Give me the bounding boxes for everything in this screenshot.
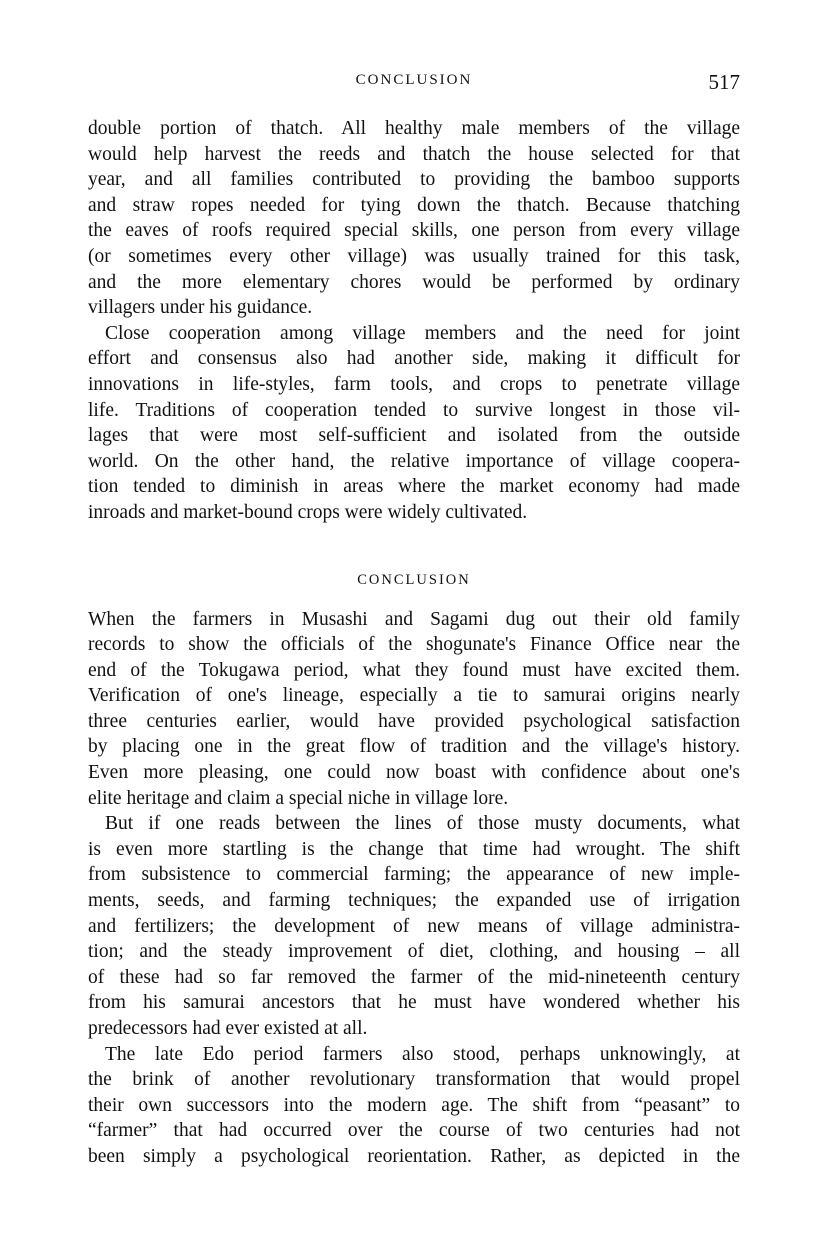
text-line: predecessors had ever existed at all.: [88, 1018, 368, 1039]
text-line: tion tended to diminish in areas where the market economy had made: [88, 476, 740, 498]
paragraph: [88, 811, 740, 1041]
section-heading: CONCLUSION: [357, 571, 471, 588]
text-line: by placing one in the great flow of tradition and the village's history.: [88, 736, 740, 758]
text-line: the brink of another revolutionary transformation that would propel: [88, 1069, 740, 1091]
paragraph: [88, 321, 740, 526]
running-title: CONCLUSION: [355, 72, 473, 88]
text-line: and straw ropes needed for tying down the thatch. Because thatching: [88, 194, 740, 216]
text-line: three centuries earlier, would have provided psychological satisfaction: [88, 710, 740, 732]
text-line: Close cooperation among village members and the need for joint: [105, 322, 740, 344]
text-line: and the more elementary chores would be performed by ordinary: [88, 271, 740, 293]
text-line: would help harvest the reeds and thatch the house selected for that: [88, 143, 740, 165]
text-line: Even more pleasing, one could now boast with confidence about one's: [88, 762, 740, 784]
paragraph: [88, 607, 740, 812]
text-line: lages that were most self-sufficient and isolated from the outside: [88, 425, 740, 447]
text-line: records to show the officials of the shogunate's Finance Office near the: [88, 634, 740, 656]
text-line: “farmer” that had occurred over the course of two centuries had not: [88, 1120, 740, 1142]
text-line: life. Traditions of cooperation tended to survive longest in those vil-: [88, 399, 740, 421]
text-line: of these had so far removed the farmer of the mid-nineteenth century: [88, 966, 740, 988]
text-line: (or sometimes every other village) was usually trained for this task,: [88, 245, 740, 267]
text-line: from subsistence to commercial farming; the appearance of new imple-: [88, 864, 740, 886]
running-head: [88, 72, 740, 98]
text-line: is even more startling is the change that time had wrought. The shift: [88, 838, 740, 860]
text-line: elite heritage and claim a special niche in village lore.: [88, 787, 509, 809]
page-number: 517: [708, 70, 740, 94]
text-line: their own successors into the modern age. The shift from “peasant” to: [88, 1094, 740, 1116]
text-line: But if one reads between the lines of those musty documents, what: [105, 813, 740, 835]
text-line: from his samurai ancestors that he must have wondered whether his: [88, 992, 740, 1014]
text-line: year, and all families contributed to providing the bamboo supports: [88, 169, 740, 191]
text-line: tion; and the steady improvement of diet, clothing, and housing – all: [88, 941, 740, 963]
text-line: The late Edo period farmers also stood, perhaps unknowingly, at: [105, 1043, 740, 1065]
body-text: [88, 116, 740, 1170]
section-after: [88, 607, 740, 1170]
text-line: world. On the other hand, the relative importance of village coopera-: [88, 450, 740, 472]
text-line: the eaves of roofs required special skills, one person from every village: [88, 220, 740, 242]
text-line: Verification of one's lineage, especially a tie to samurai origins nearly: [88, 685, 740, 707]
paragraph: [88, 1042, 740, 1170]
section-before: [88, 116, 740, 526]
text-line: and fertilizers; the development of new means of village administra-: [88, 915, 740, 937]
text-line: end of the Tokugawa period, what they found must have excited them.: [88, 659, 740, 681]
paragraph: [88, 116, 740, 321]
text-line: innovations in life-styles, farm tools, and crops to penetrate village: [88, 373, 740, 395]
text-line: ments, seeds, and farming techniques; the expanded use of irrigation: [88, 890, 740, 912]
text-line: villagers under his guidance.: [88, 297, 313, 319]
text-line: double portion of thatch. All healthy male members of the village: [88, 118, 740, 139]
text-line: When the farmers in Musashi and Sagami dug out their old family: [88, 608, 740, 630]
text-line: been simply a psychological reorientation. Rather, as depicted in the: [88, 1145, 740, 1167]
text-line: inroads and market-bound crops were widely cultivated.: [88, 501, 528, 523]
text-line: effort and consensus also had another side, making it difficult for: [88, 348, 740, 370]
